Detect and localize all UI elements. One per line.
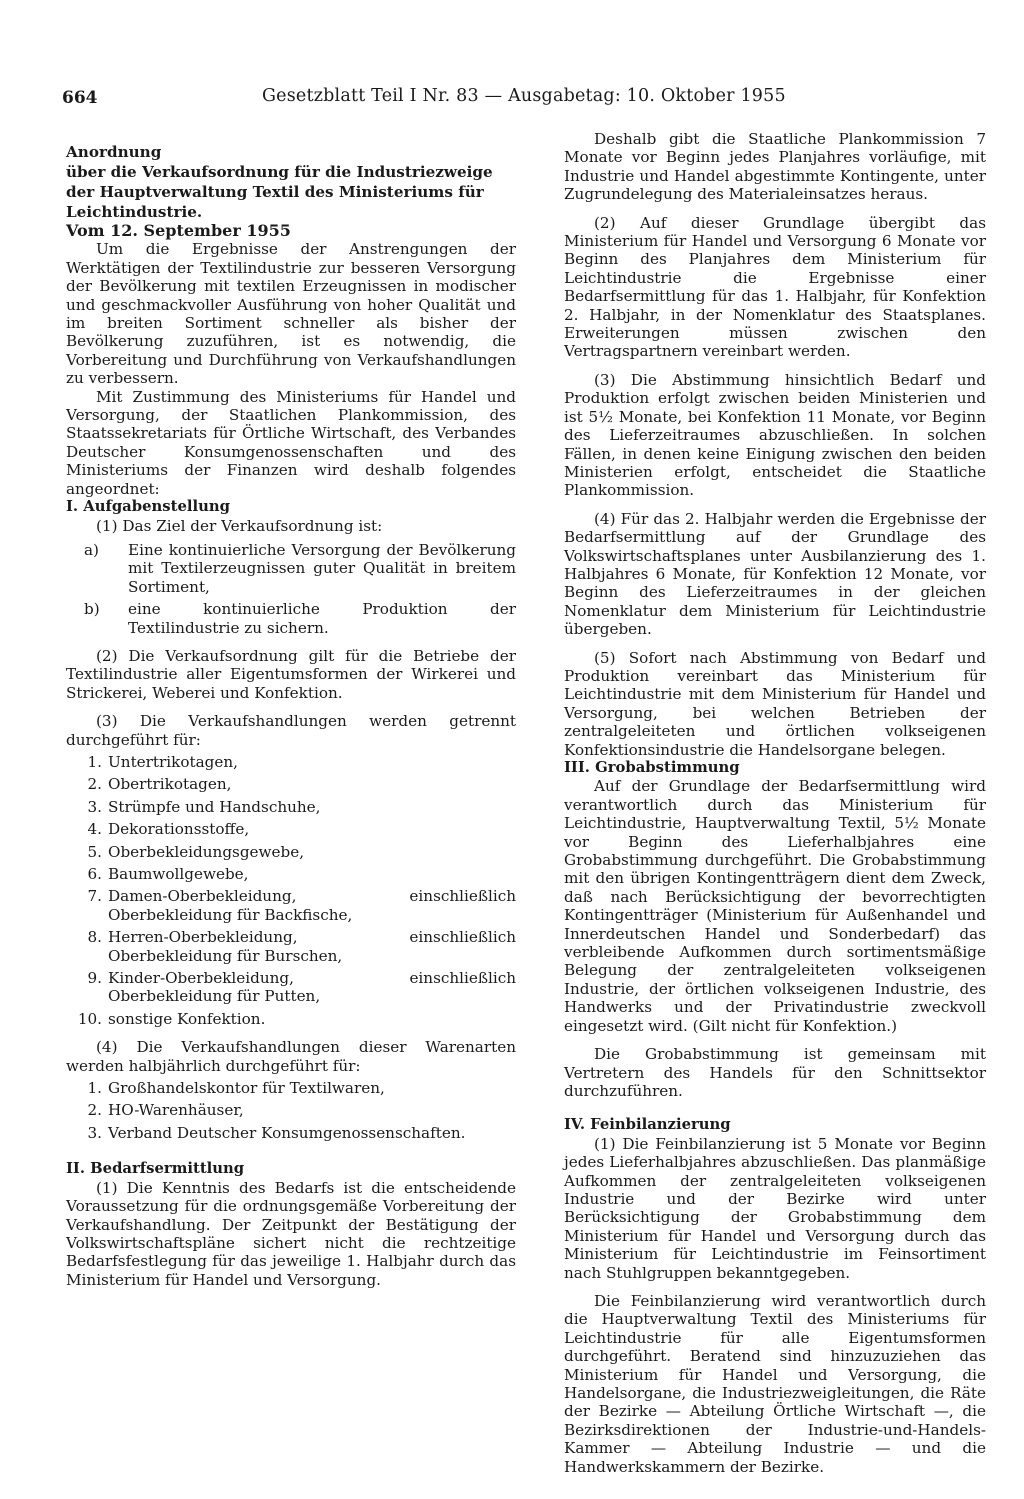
item-number: 2. (87, 775, 102, 794)
title-line: über die Verkaufsordnung für die Industriezweige (66, 163, 493, 181)
header-text: Gesetzblatt Teil I Nr. 83 — Ausgabetag: 10. Oktober 1955 (262, 86, 786, 106)
list-item (66, 865, 516, 883)
list-item (66, 753, 516, 771)
list-item (66, 1010, 516, 1028)
item-text: Obertrikotagen, (108, 775, 232, 794)
left-column (66, 142, 516, 1289)
item-text: Damen-Oberbekleidung, einschließlich Oberbekleidung für Backfische, (108, 887, 516, 924)
title-line: Anordnung (66, 143, 162, 161)
paragraph: (2) Die Verkaufsordnung gilt für die Betriebe der Textilindustrie aller Eigentumsformen der Wirkerei und Strickerei, Weberei und Konfektion. (66, 646, 516, 702)
item-number: 3. (87, 797, 102, 816)
paragraph: (4) Die Verkaufshandlungen dieser Warenarten werden halbjährlich durchgeführt für: (66, 1038, 516, 1075)
page-header (62, 86, 786, 110)
item-text: Eine kontinuierliche Versorgung der Bevölkerung mit Textilerzeugnissen guter Qualität in breitem Sortiment, (128, 540, 516, 596)
paragraph: (3) Die Abstimmung hinsichtlich Bedarf und Produktion erfolgt zwischen beiden Ministerien und ist 5½ Monate, bei Konfektion 11 Monate, vor Beginn des Lieferzeitraumes abzuschließen. In solchen Fällen, in denen keine Einigung zwischen den beiden Ministerien erfolgt, entscheidet die Staatliche Plankommission. (564, 370, 986, 500)
item-text: Kinder-Oberbekleidung, einschließlich Oberbekleidung für Putten, (108, 969, 516, 1006)
item-text: Verband Deutscher Konsumgenossenschaften. (108, 1123, 466, 1142)
list-item (66, 969, 516, 1006)
list-item (66, 1079, 516, 1097)
item-number: 1. (87, 752, 102, 771)
item-text: Dekorationsstoffe, (108, 820, 250, 839)
item-text: Herren-Oberbekleidung, einschließlich Oberbekleidung für Burschen, (108, 928, 516, 965)
section-heading: II. Bedarfsermittlung (66, 1160, 245, 1178)
list-item (66, 541, 516, 596)
item-number: 4. (87, 820, 102, 839)
document-title (66, 142, 516, 222)
list-item (66, 887, 516, 924)
paragraph: Die Grobabstimmung ist gemeinsam mit Vertretern des Handels für den Schnittsektor durchzuführen. (564, 1045, 986, 1100)
section-heading: I. Aufgabenstellung (66, 498, 230, 516)
item-number: 3. (87, 1123, 102, 1142)
intro-paragraph: Mit Zustimmung des Ministeriums für Handel und Versorgung, der Staatlichen Plankommission, des Staatssekretariats für Örtliche Wirtschaft, des Verbandes Deutscher Konsumgenossenschaften und des Ministeriums der Finanzen wird deshalb folgendes angeordnet: (66, 387, 516, 498)
page-number: 664 (62, 88, 98, 108)
item-number: 1. (87, 1079, 102, 1098)
list-item (66, 1101, 516, 1119)
item-number: 7. (87, 887, 102, 906)
item-number: 5. (87, 842, 102, 861)
item-number: 10. (77, 1009, 102, 1028)
item-text: eine kontinuierliche Produktion der Textilindustrie zu sichern. (128, 600, 516, 637)
title-line: der Hauptverwaltung Textil des Ministeriums für (66, 183, 484, 201)
list-item (66, 775, 516, 793)
list-item (66, 820, 516, 838)
paragraph: (4) Für das 2. Halbjahr werden die Ergebnisse der Bedarfsermittlung auf der Grundlage des Volkswirtschaftsplanes unter Ausbilanzierung des 1. Halbjahres 6 Monate, für Konfektion 12 Monate, vor Beginn des Lieferzeitraumes in der gleichen Nomenklatur dem Ministerium für Leichtindustrie übergeben. (564, 509, 986, 639)
item-text: Strümpfe und Handschuhe, (108, 797, 321, 816)
paragraph: Deshalb gibt die Staatliche Plankommission 7 Monate vor Beginn jedes Planjahres vorläufige, mit Industrie und Handel abgestimmte Kontingente, unter Zugrundelegung des Materialeinsatzes heraus. (564, 130, 986, 204)
section-heading: III. Grobabstimmung (564, 759, 740, 776)
title-line: Leichtindustrie. (66, 203, 203, 221)
recipient-list (66, 1079, 516, 1142)
list-item (66, 798, 516, 816)
item-text: sonstige Konfektion. (108, 1009, 266, 1028)
item-number: 9. (87, 969, 102, 988)
item-text: HO-Warenhäuser, (108, 1101, 244, 1120)
list-item (66, 843, 516, 861)
section-heading: IV. Feinbilanzierung (564, 1116, 731, 1134)
list-item (66, 928, 516, 965)
item-number: 8. (87, 928, 102, 947)
paragraph: Die Feinbilanzierung wird verantwortlich durch die Hauptverwaltung Textil des Ministeriums für Leichtindustrie für alle Eigentumsformen durchgeführt. Beratend sind hinzuzuziehen das Ministerium für Handel und Versorgung, die Handelsorgane, die Industriezweigleitungen, die Räte der Bezirke — Abteilung Örtliche Wirtschaft —, die Bezirksdirektionen der Industrie-und-Handels-Kammer — Abteilung Industrie — und die Handwerkskammern der Bezirke. (564, 1291, 986, 1476)
item-label: a) (84, 540, 99, 559)
paragraph: (2) Auf dieser Grundlage übergibt das Ministerium für Handel und Versorgung 6 Monate vor Beginn des Planjahres dem Ministerium für Leichtindustrie die Ergebnisse einer Bedarfsermittlung für das 1. Halbjahr, für Konfektion 2. Halbjahr, in der Nomenklatur des Staatsplanes. Erweiterungen müssen zwischen den Vertragspartnern vereinbart werden. (564, 213, 986, 361)
item-text: Großhandelskontor für Textilwaren, (108, 1079, 385, 1098)
product-list (66, 753, 516, 1028)
list-item (66, 600, 516, 637)
list-item (66, 1124, 516, 1142)
item-text: Baumwollgewebe, (108, 865, 249, 883)
document-date: Vom 12. September 1955 (66, 221, 291, 240)
paragraph: Auf der Grundlage der Bedarfsermittlung wird verantwortlich durch das Ministerium für Leichtindustrie, Hauptverwaltung Textil, 5½ Monate vor Beginn des Lieferhalbjahres eine Grobabstimmung durchgeführt. Die Grobabstimmung mit den übrigen Kontingentträgern dient dem Zweck, daß nach Berücksichtigung der bevorrechtigten Kontingentträger (Ministerium für Außenhandel und Innerdeutschen Handel und Sonderbedarf) das verbleibende Aufkommen durch sortimentsmäßige Belegung der zentralgeleiteten volkseigenen Industrie, der örtlichen volkseigenen Industrie, des Handwerks und der Privatindustrie zweckvoll eingesetzt wird. (Gilt nicht für Konfektion.) (564, 777, 986, 1035)
item-text: Untertrikotagen, (108, 752, 238, 771)
paragraph: (1) Das Ziel der Verkaufsordnung ist: (96, 516, 383, 535)
paragraph: (3) Die Verkaufshandlungen werden getrennt durchgeführt für: (66, 712, 516, 749)
paragraph: (1) Die Kenntnis des Bedarfs ist die entscheidende Voraussetzung für die ordnungsgemäße Vorbereitung der Verkaufshandlung. Der Zeitpunkt der Bestätigung der Volkswirtschaftspläne sichert nicht die rechtzeitige Bedarfsfestlegung für das jeweilige 1. Halbjahr durch das Ministerium für Handel und Versorgung. (66, 1178, 516, 1289)
item-label: b) (84, 600, 100, 619)
paragraph: (1) Die Feinbilanzierung ist 5 Monate vor Beginn jedes Lieferhalbjahres abzuschließen. Das planmäßige Aufkommen der zentralgeleiteten volkseigenen Industrie und der Bezirke wird unter Berücksichtigung der Grobabstimmung dem Ministerium für Handel und Versorgung durch das Ministerium für Leichtindustrie im Feinsortiment nach Stuhlgruppen bekanntgegeben. (564, 1134, 986, 1282)
right-column (564, 130, 986, 1476)
item-text: Oberbekleidungsgewebe, (108, 842, 305, 861)
item-number: 6. (87, 865, 102, 883)
intro-paragraph: Um die Ergebnisse der Anstrengungen der Werktätigen der Textilindustrie zur besseren Versorgung der Bevölkerung mit textilen Erzeugnissen in modischer und geschmackvoller Ausführung von hoher Qualität und im breiten Sortiment schneller als bisher der Bevölkerung zuzuführen, ist es notwendig, die Vorbereitung und Durchführung von Verkaufshandlungen zu verbessern. (66, 240, 516, 388)
paragraph: (5) Sofort nach Abstimmung von Bedarf und Produktion vereinbart das Ministerium für Leichtindustrie mit dem Ministerium für Handel und Versorgung, bei welchen Betrieben der zentralgeleiteten und örtlichen volkseigenen Konfektionsindustrie die Handelsorgane belegen. (564, 648, 986, 759)
item-number: 2. (87, 1101, 102, 1120)
